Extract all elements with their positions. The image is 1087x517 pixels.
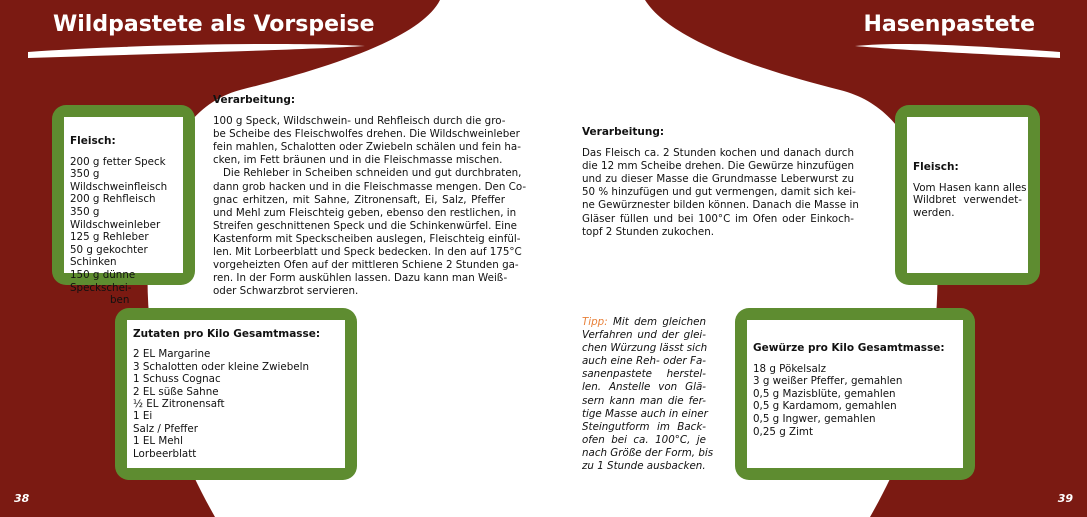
text-line: die 12 mm Scheibe drehen. Die Gewürze hinzufügen [582,160,854,173]
text-line: fein mahlen, Schalotten oder Zwiebeln schälen und fein ha- [213,141,521,154]
tipp-line: nach Größe der Form, bis [582,446,714,459]
fleisch-box-right [895,105,1040,285]
ingredient-item: 1 Ei [133,410,153,423]
tipp-line: sern kann man die fer- [582,394,706,407]
ingredient-item: 125 g Rehleber [70,231,149,244]
tipp-line: auch eine Reh- oder Fa- [582,355,706,368]
tipp-text [582,316,714,473]
text-line: 100 g Speck, Wildschwein- und Rehfleisch durch die gro- [213,115,506,128]
right-verarbeitung [582,126,859,239]
tipp-line: ofen bei ca. 100°C, je [582,433,706,446]
spice-item: 3 g weißer Pfeffer, gemahlen [753,375,903,388]
right-page-number: 39 [1057,492,1073,505]
ingredient-item: Salz / Pfeffer [133,422,198,435]
verarbeitung-heading: Verarbeitung: [582,126,665,138]
ingredient-item: 2 EL Margarine [133,348,211,361]
tipp-line: chen Würzung lässt sich [582,342,708,355]
spice-item: 0,5 g Kardamom, gemahlen [753,400,897,413]
tipp-line: len. Anstelle von Glä- [582,381,706,394]
text-line: 50 % hinzufügen und gut vermengen, damit sich kei- [582,186,856,199]
text-line: Die Rehleber in Scheiben schneiden und gut durchbraten, [223,167,522,180]
text-line: vorgeheizten Ofen auf der mittleren Schiene 2 Stunden ga- [213,259,519,272]
ingredient-item: ½ EL Zitronensaft [133,398,225,411]
fleisch-box-left [52,105,195,307]
text-line: be Scheibe des Fleischwolfes drehen. Die Wildschweinleber [213,128,520,141]
text-line: Wildbret verwendet- [913,194,1022,207]
text-line: Kastenform mit Speckscheiben auslegen, Fleischteig einfül- [213,232,521,245]
text-line: oder Schwarzbrot servieren. [213,285,359,298]
gewuerze-box [735,308,975,480]
ingredient-item: 200 g fetter Speck [70,155,166,168]
ingredient-item: 1 EL Mehl [133,435,183,448]
ingredient-item: 2 EL süße Sahne [133,385,219,398]
ingredient-item: 1 Schuss Cognac [133,373,221,386]
text-line: Vom Hasen kann alles [913,181,1027,194]
ingredient-item: 200 g Rehfleisch [70,193,156,206]
text-line: topf 2 Stunden zukochen. [582,225,715,238]
left-verarbeitung [213,94,527,298]
tipp-line: sanenpastete herstel- [582,368,706,381]
gewuerze-heading: Gewürze pro Kilo Gesamtmasse: [753,342,945,354]
text-line: Gläser füllen und bei 100°C im Ofen oder Einkoch- [582,212,854,225]
spice-item: 18 g Pökelsalz [753,362,827,375]
right-page-title: Hasenpastete [863,12,1035,37]
ingredient-item: Lorbeerblatt [133,447,197,460]
text-line: werden. [913,206,955,219]
text-line: gnac erhitzen, mit Sahne, Zitronensaft, Ei, Salz, Pfeffer [213,193,505,206]
spice-item: 0,5 g Mazisblüte, gemahlen [753,387,896,400]
spice-item: 0,25 g Zimt [753,425,813,438]
ingredient-item: 150 g dünne Speckschei- [70,268,136,294]
tipp-label: Tipp: [582,316,608,328]
verarbeitung-heading: Verarbeitung: [213,94,296,106]
ingredient-item: 3 Schalotten oder kleine Zwiebeln [133,360,309,373]
fleisch-heading: Fleisch: [70,135,116,147]
ingredient-item: ben [110,294,130,307]
text-line: dann grob hacken und in die Fleischmasse mengen. Den Co- [213,180,527,193]
text-line: cken, im Fett bräunen und in die Fleischmasse mischen. [213,154,503,167]
spice-item: 0,5 g Ingwer, gemahlen [753,412,876,425]
fleisch-heading: Fleisch: [913,161,959,173]
left-page-number: 38 [14,492,30,505]
tipp-line: Steingutform im Back- [582,420,706,433]
tipp-line: Verfahren und der glei- [582,329,706,342]
left-page-title: Wildpastete als Vorspeise [53,12,375,37]
ingredient-item: 50 g gekochter Schinken [70,243,148,269]
text-line: ren. In der Form auskühlen lassen. Dazu kann man Weiß- [213,272,508,285]
tipp-line: tige Masse auch in einer [582,407,708,420]
tipp-line: zu 1 Stunde ausbacken. [582,460,706,473]
text-line: und Mehl zum Fleischteig geben, ebenso den restlichen, in [213,206,517,219]
text-line: ne Gewürznester bilden können. Danach die Masse in [582,199,859,212]
text-line: Streifen geschnittenen Speck und die Schinkenwürfel. Eine [213,219,517,232]
zutaten-heading: Zutaten pro Kilo Gesamtmasse: [133,328,321,340]
ingredient-item: 350 g Wildschweinfleisch [70,168,168,193]
text-line: Das Fleisch ca. 2 Stunden kochen und danach durch [582,147,854,160]
text-line: und zu dieser Masse die Grundmasse Leberwurst zu [582,173,854,186]
tipp-line: Mit dem gleichen [613,316,706,328]
ingredient-item: 350 g Wildschweinleber [70,205,161,231]
text-line: len. Mit Lorbeerblatt und Speck bedecken. In den auf 175°C [213,246,522,259]
zutaten-box [115,308,357,480]
